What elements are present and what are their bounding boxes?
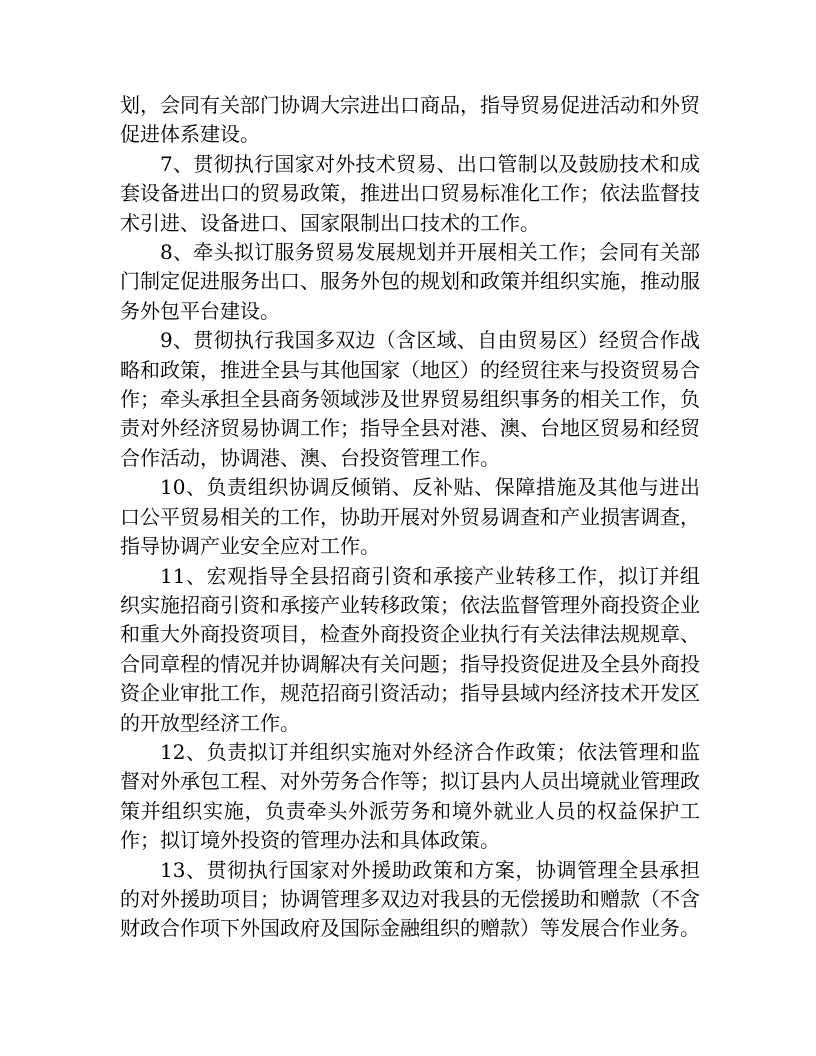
paragraph-item-8: 8、牵头拟订服务贸易发展规划并开展相关工作；会同有关部门制定促进服务出口、服务外包的规划和政策并组织实施，推动服务外包平台建设。 [120, 240, 700, 323]
paragraph-item-13: 13、贯彻执行国家对外援助政策和方案，协调管理全县承担的对外援助项目；协调管理多双边对我县的无偿援助和赠款（不含财政合作项下外国政府及国际金融组织的赠款）等发展合作业务。 [120, 857, 700, 941]
paragraph-item-12: 12、负责拟订并组织实施对外经济合作政策；依法管理和监督对外承包工程、对外劳务合作等；拟订县内人员出境就业管理政策并组织实施，负责牵头外派劳务和境外就业人员的权益保护工作；拟订境外投资的管理办法和具体政策。 [120, 739, 700, 853]
paragraph-continuation: 划，会同有关部门协调大宗进出口商品，指导贸易促进活动和外贸促进体系建设。 [120, 93, 700, 147]
paragraph-item-10: 10、负责组织协调反倾销、反补贴、保障措施及其他与进出口公平贸易相关的工作，协助开展对外贸易调查和产业损害调查，指导协调产业安全应对工作。 [120, 475, 700, 559]
paragraph-item-11: 11、宏观指导全县招商引资和承接产业转移工作，拟订并组织实施招商引资和承接产业转移政策；依法监督管理外商投资企业和重大外商投资项目，检查外商投资企业执行有关法律法规规章、合同章程的情况并协调解决有关问题；指导投资促进及全县外商投资企业审批工作，规范招商引资活动；指导县域内经济技术开发区的开放型经济工作。 [120, 563, 700, 735]
document-page [120, 91, 700, 944]
paragraph-item-7: 7、贯彻执行国家对外技术贸易、出口管制以及鼓励技术和成套设备进出口的贸易政策，推进出口贸易标准化工作；依法监督技术引进、设备进口、国家限制出口技术的工作。 [120, 151, 700, 235]
paragraph-item-9: 9、贯彻执行我国多双边（含区域、自由贸易区）经贸合作战略和政策，推进全县与其他国家（地区）的经贸往来与投资贸易合作；牵头承担全县商务领域涉及世界贸易组织事务的相关工作，负责对外经济贸易协调工作；指导全县对港、澳、台地区贸易和经贸合作活动，协调港、澳、台投资管理工作。 [120, 328, 700, 470]
